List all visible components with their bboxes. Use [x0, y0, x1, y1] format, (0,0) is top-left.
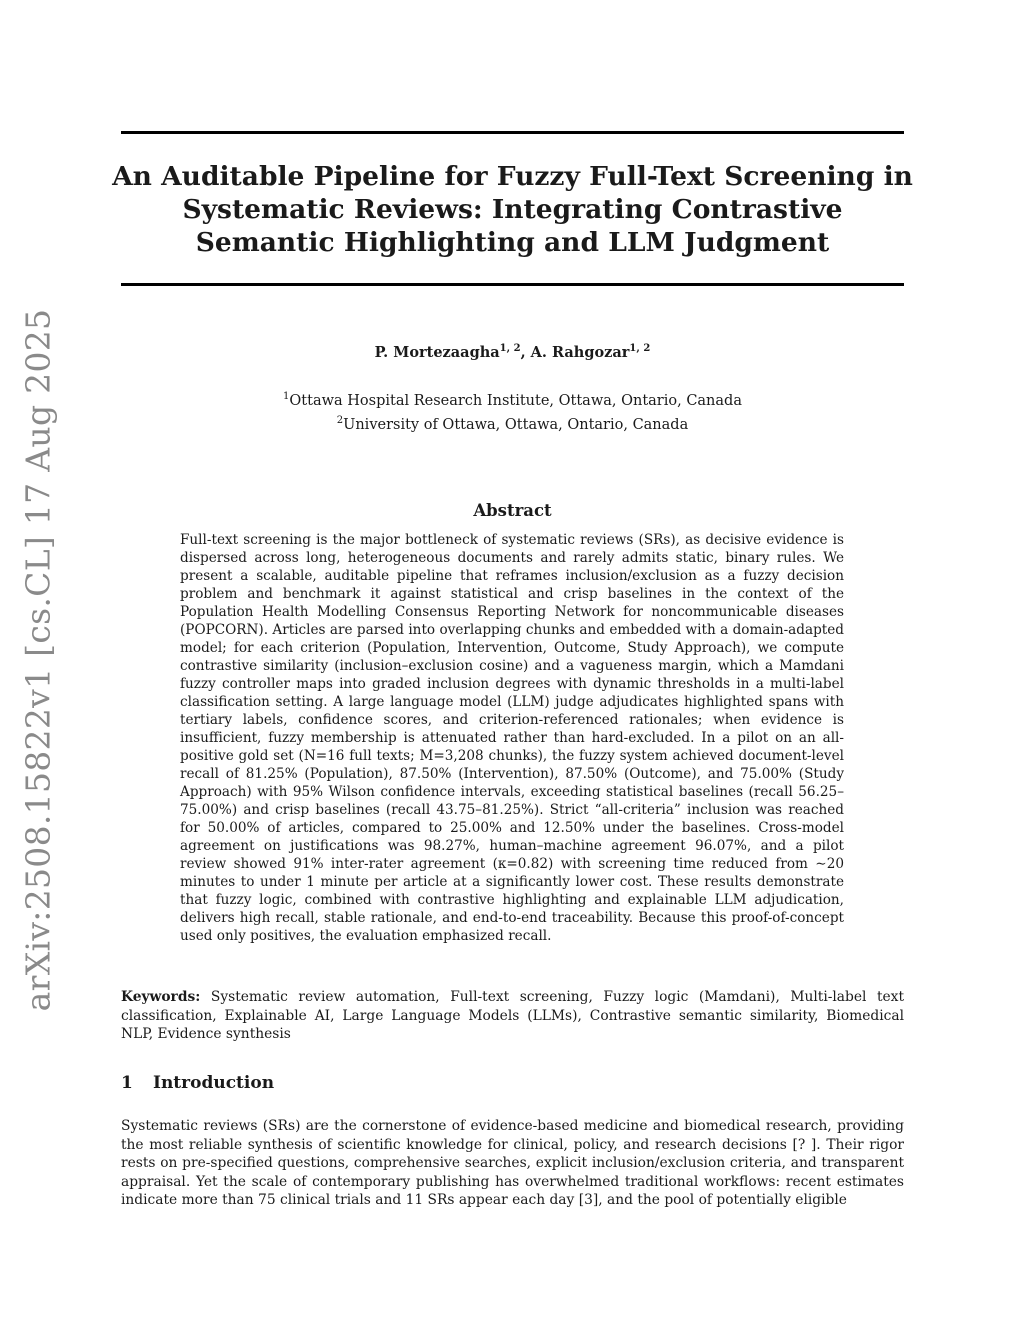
section-heading [121, 1073, 274, 1093]
abstract-text: Full-text screening is the major bottleneck of systematic reviews (SRs), as decisive evidence is dispersed across long, heterogeneous documents and rarely admits static, binary rules. We present a scalable, auditable pipeline that reframes inclusion/exclusion as a fuzzy decision problem and benchmark it against statistical and crisp baselines in the context of the Population Health Modelling Consensus Reporting Network for noncommunicable diseases (POPCORN). Articles are parsed into overlapping chunks and embedded with a domain-adapted model; for each criterion (Population, Intervention, Outcome, Study Approach), we compute contrastive similarity (inclusion–exclusion cosine) and a vagueness margin, which a Mamdani fuzzy controller maps into graded inclusion degrees with dynamic thresholds in a multi-label classification setting. A large language model (LLM) judge adjudicates highlighted spans with tertiary labels, confidence scores, and criterion-referenced rationales; when evidence is insufficient, fuzzy membership is attenuated rather than hard-excluded. In a pilot on an all-positive gold set (N=16 full texts; M=3,208 chunks), the fuzzy system achieved document-level recall of 81.25% (Population), 87.50% (Intervention), 87.50% (Outcome), and 75.00% (Study Approach) with 95% Wilson confidence intervals, exceeding statistical baselines (recall 56.25–75.00%) and crisp baselines (recall 43.75–81.25%). Strict “all-criteria” inclusion was reached for 50.00% of articles, compared to 25.00% and 12.50% under the baselines. Cross-model agreement on justifications was 98.27%, human–machine agreement 96.07%, and a pilot review showed 91% inter-rater agreement (κ=0.82) with screening time reduced from ∼20 minutes to under 1 minute per article at a significantly lower cost. These results demonstrate that fuzzy logic, combined with contrastive highlighting and explainable LLM adjudication, delivers high recall, stable rationale, and end-to-end traceability. Because this proof-of-concept used only positives, the evaluation emphasized recall. [180, 532, 844, 944]
intro-paragraph: Systematic reviews (SRs) are the cornerstone of evidence-based medicine and biomedical research, providing the most reliable synthesis of scientific knowledge for clinical, policy, and research decisions [? ]. Their rigor rests on pre-specified questions, comprehensive searches, explicit inclusion/exclusion criteria, and transparent appraisal. Yet the scale of contemporary publishing has overwhelmed traditional workflows: recent estimates indicate more than 75 clinical trials and 11 SRs appear each day [3], and the pool of potentially eligible [121, 1118, 904, 1208]
paper-title: An Auditable Pipeline for Fuzzy Full-Text Screening in Systematic Reviews: Integrating Contrastive Semantic Highlighting and LLM Judgment [112, 161, 913, 258]
abstract-heading: Abstract [473, 501, 552, 520]
author-affiliation-marker: 1, 2 [629, 343, 651, 354]
affiliation-text: Ottawa Hospital Research Institute, Ottawa, Ontario, Canada [289, 392, 742, 409]
author-name: A. Rahgozar [530, 343, 630, 361]
arxiv-identifier: arXiv:2508.15822v1 [cs.CL] 17 Aug 2025 [18, 308, 58, 1012]
keywords-list: Systematic review automation, Full-text screening, Fuzzy logic (Mamdani), Multi-label text classification, Explainable AI, Large Language Models (LLMs), Contrastive semantic similarity, Biomedical NLP, Evidence synthesis [121, 989, 904, 1042]
affiliation-text: University of Ottawa, Ottawa, Ontario, Canada [343, 416, 689, 433]
section-title: Introduction [153, 1073, 275, 1093]
affiliation-marker: 2 [336, 415, 344, 426]
keywords-label: Keywords: [121, 989, 201, 1005]
keywords [121, 988, 904, 1044]
author-separator: , [520, 343, 531, 361]
title-rule-top [121, 131, 904, 134]
author-affiliation-marker: 1, 2 [499, 343, 521, 354]
affiliation [121, 391, 904, 409]
author-list [121, 343, 904, 361]
affiliation-marker: 1 [283, 391, 290, 402]
section-number: 1 [121, 1073, 133, 1093]
author-name: P. Mortezaagha [374, 343, 500, 361]
affiliation [121, 415, 904, 433]
title-rule-bottom [121, 283, 904, 286]
